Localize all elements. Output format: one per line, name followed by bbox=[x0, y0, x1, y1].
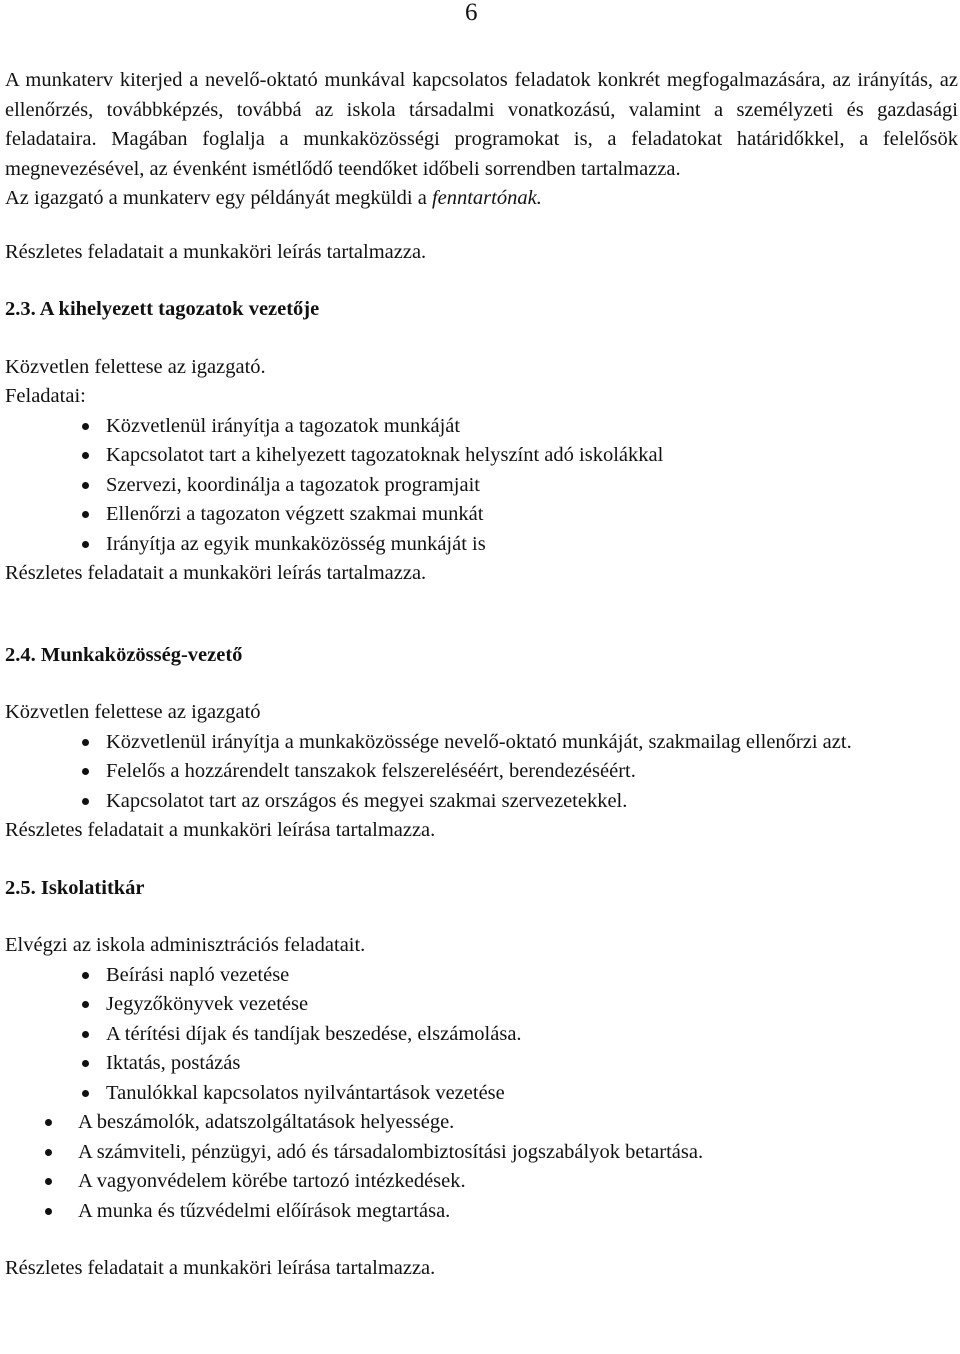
list-item: Ellenőrzi a tagozaton végzett szakmai munkát bbox=[5, 500, 958, 530]
section-2-4-heading: 2.4. Munkaközösség-vezető bbox=[5, 643, 243, 666]
intro-paragraph: A munkaterv kiterjed a nevelő-oktató munkával kapcsolatos feladatok konkrét megfogalmazására, az irányítás, az ellenőrzés, továbbképzés, továbbá az iskola társadalmi vonatkozású, valamint a személyzeti és gazdasági feladataira. Magában foglalja a munkaközösségi programokat is, a feladatokat határidőkkel, a felelősök megnevezésével, az évenként ismétlődő teendőket időbeli sorrendben tartalmazza. bbox=[5, 69, 958, 180]
list-item: Felelős a hozzárendelt tanszakok felszereléséért, berendezéséért. bbox=[5, 757, 958, 787]
section-2-5-intro: Elvégzi az iskola adminisztrációs feladatait. bbox=[5, 934, 366, 956]
list-item: Jegyzőkönyvek vezetése bbox=[5, 990, 958, 1020]
section-2-4-supervisor: Közvetlen felettese az igazgató bbox=[5, 701, 261, 723]
director-line-italic: fenntartónak. bbox=[431, 187, 542, 209]
list-item: A munka és tűzvédelmi előírások megtartása. bbox=[5, 1197, 958, 1227]
section-2-5-inner-list bbox=[5, 961, 958, 1109]
section-2-3-heading: 2.3. A kihelyezett tagozatok vezetője bbox=[5, 298, 320, 320]
section-2-5-details: Részletes feladatait a munkaköri leírása tartalmazza. bbox=[5, 1257, 436, 1279]
list-item: Beírási napló vezetése bbox=[5, 961, 958, 991]
section-2-5-heading: 2.5. Iskolatitkár bbox=[5, 876, 145, 899]
director-line bbox=[5, 184, 958, 214]
director-line-text: Az igazgató a munkaterv egy példányát megküldi a bbox=[5, 187, 432, 209]
list-item: A vagyonvédelem körébe tartozó intézkedések. bbox=[5, 1167, 958, 1197]
list-item: A számviteli, pénzügyi, adó és társadalombiztosítási jogszabályok betartása. bbox=[5, 1138, 958, 1168]
list-item: Közvetlenül irányítja a munkaközössége nevelő-oktató munkáját, szakmailag ellenőrzi azt. bbox=[5, 728, 958, 758]
section-2-3-details: Részletes feladatait a munkaköri leírás tartalmazza. bbox=[5, 562, 427, 584]
section-2-4-task-list bbox=[5, 728, 958, 817]
list-item: A beszámolók, adatszolgáltatások helyessége. bbox=[5, 1108, 958, 1138]
list-item: Irányítja az egyik munkaközösség munkáját is bbox=[5, 530, 958, 560]
list-item: Iktatás, postázás bbox=[5, 1049, 958, 1079]
page-number: 6 bbox=[465, 0, 478, 26]
list-item: Közvetlenül irányítja a tagozatok munkáját bbox=[5, 412, 958, 442]
list-item: Kapcsolatot tart a kihelyezett tagozatoknak helyszínt adó iskolákkal bbox=[5, 441, 958, 471]
document-body bbox=[5, 66, 958, 1284]
list-item: Szervezi, koordinálja a tagozatok programjait bbox=[5, 471, 958, 501]
section-2-3-tasks-label: Feladatai: bbox=[5, 385, 86, 407]
list-item: Tanulókkal kapcsolatos nyilvántartások vezetése bbox=[5, 1079, 958, 1109]
list-item: A térítési díjak és tandíjak beszedése, elszámolása. bbox=[5, 1020, 958, 1050]
section-2-5-outer-list bbox=[5, 1108, 958, 1226]
intro-details: Részletes feladatait a munkaköri leírás tartalmazza. bbox=[5, 240, 427, 263]
section-2-4-details: Részletes feladatait a munkaköri leírása tartalmazza. bbox=[5, 819, 436, 841]
section-2-3-task-list bbox=[5, 412, 958, 560]
list-item: Kapcsolatot tart az országos és megyei szakmai szervezetekkel. bbox=[5, 787, 958, 817]
section-2-3-supervisor: Közvetlen felettese az igazgató. bbox=[5, 355, 266, 378]
